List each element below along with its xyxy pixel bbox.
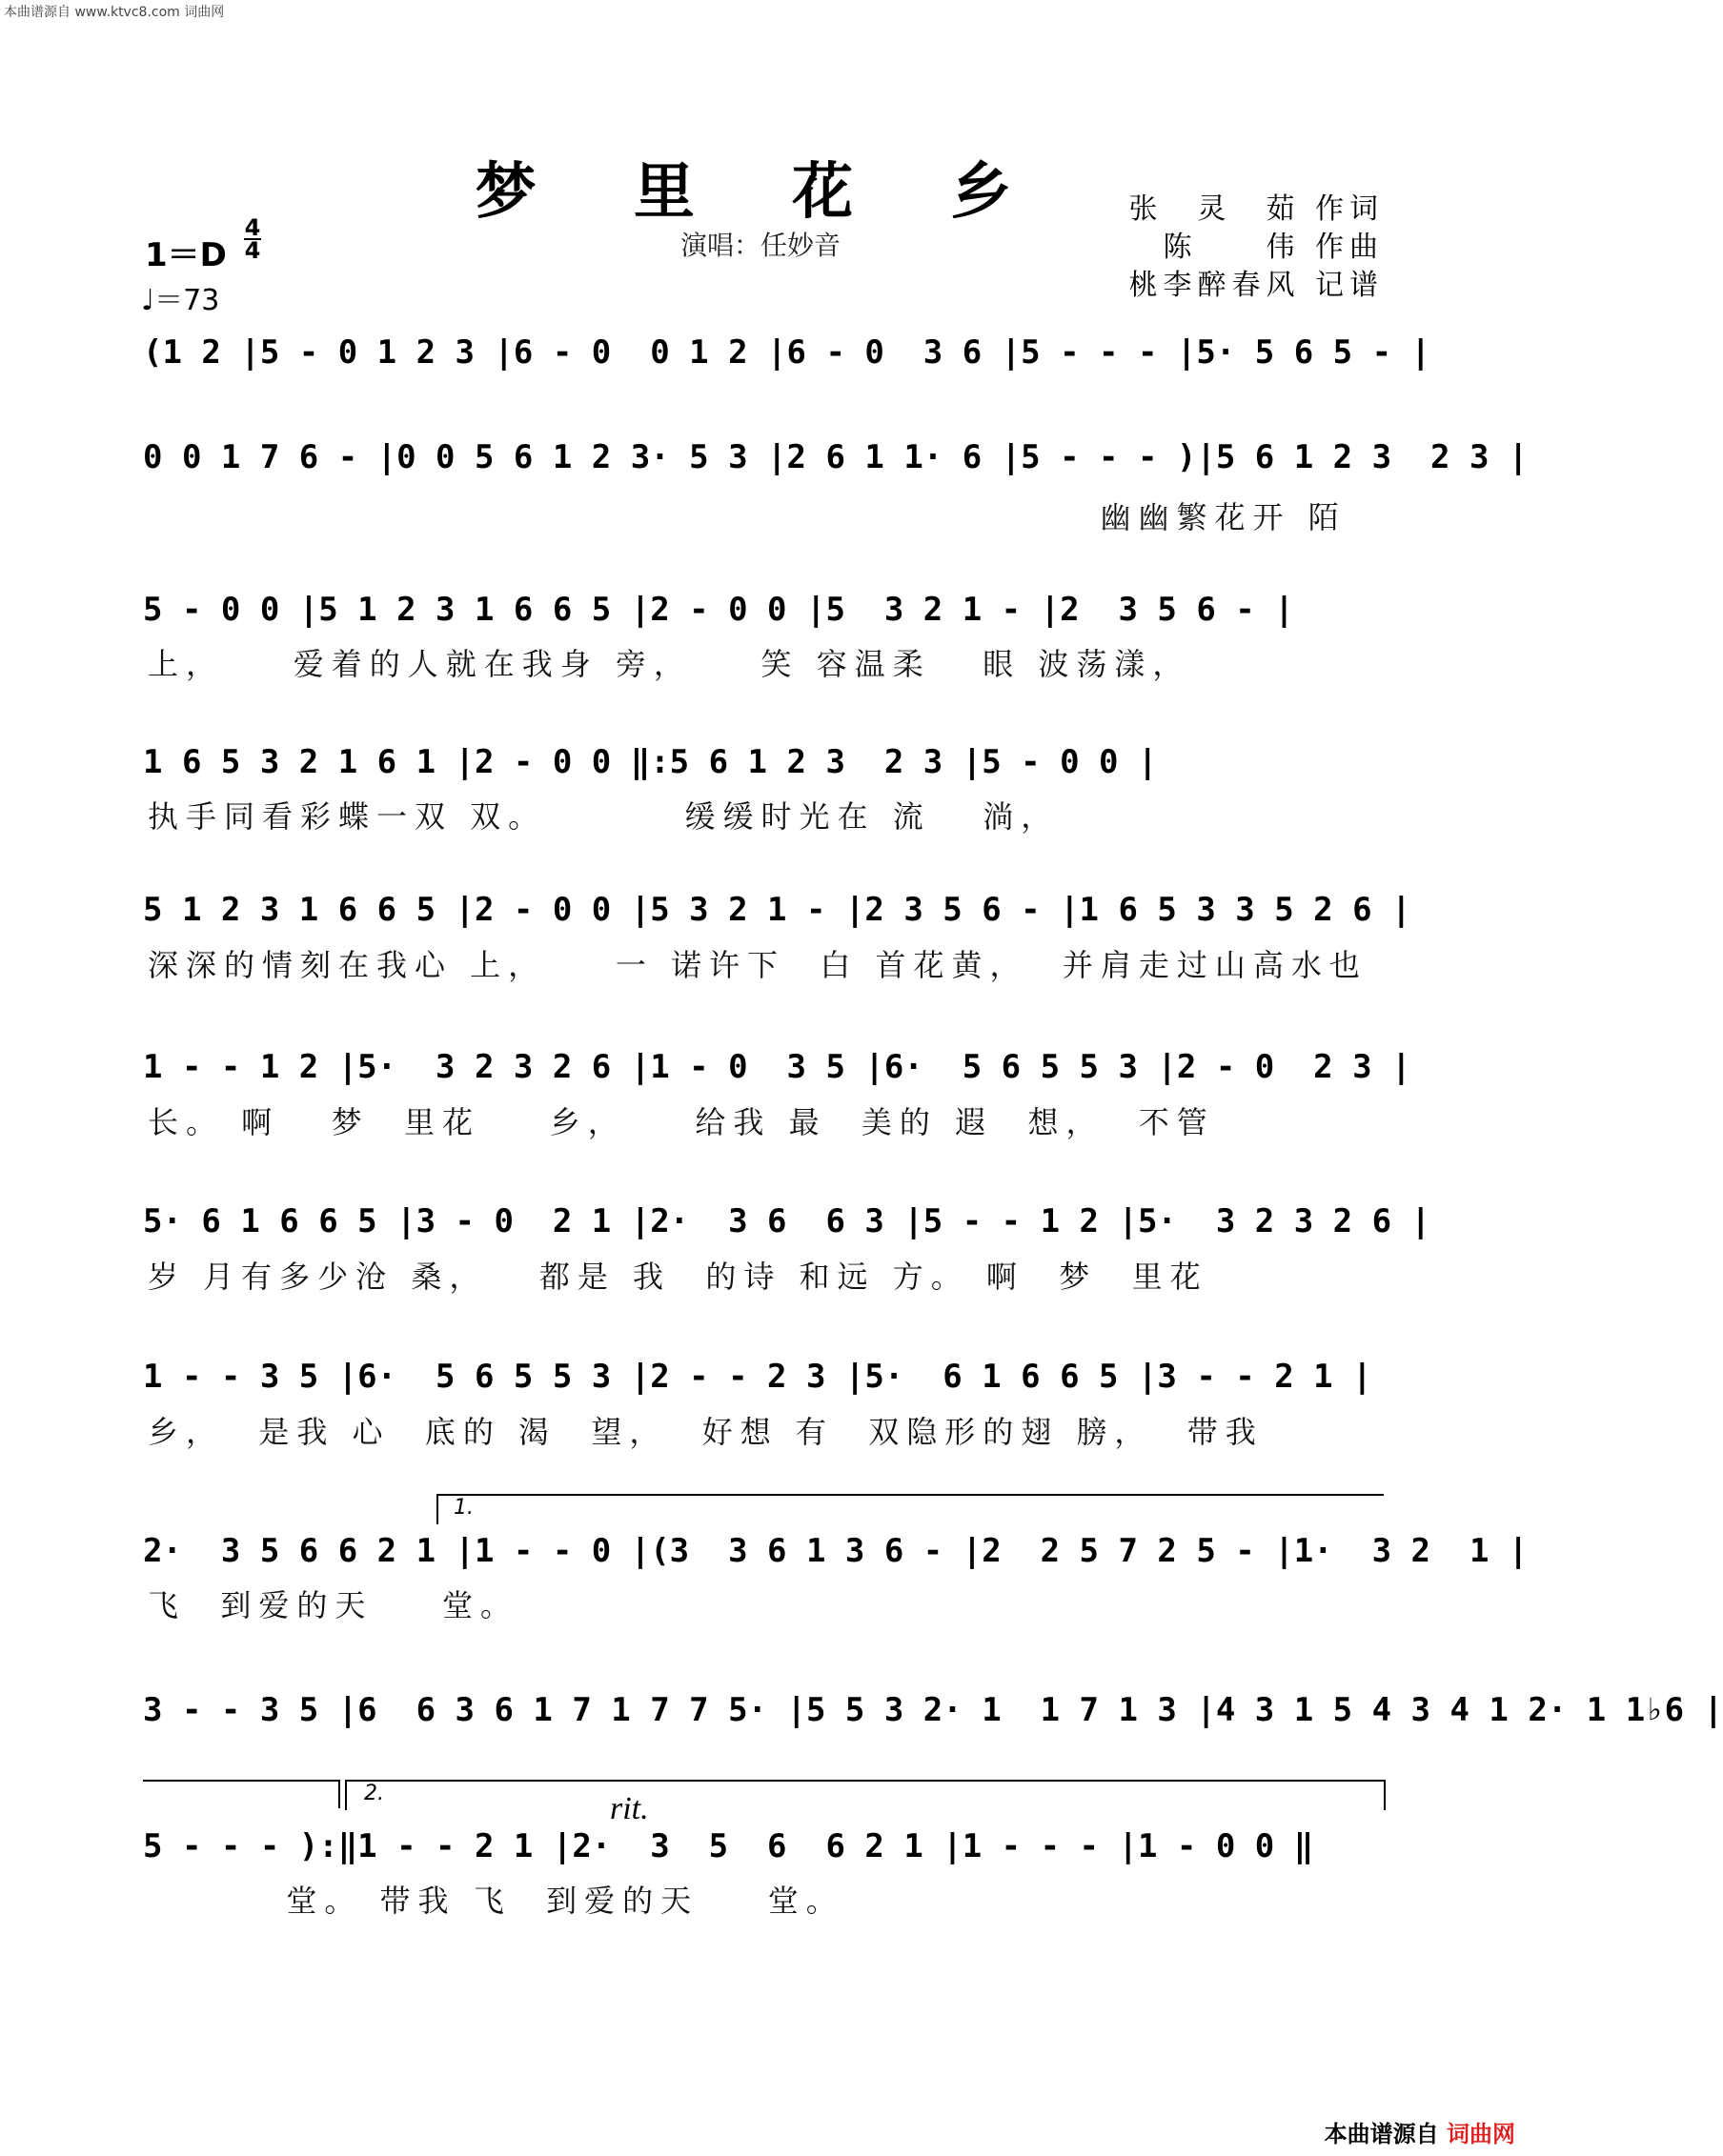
volta-bracket-2 <box>345 1780 1386 1810</box>
notation-line-5: 5 1 2 3 1 6 6 5 |2 - 0 0 |5 3 2 1 - |2 3 5 6 - |1 6 5 3 3 5 2 6 | <box>143 891 1411 929</box>
lyricist-credit: 张 灵 茹 作词 <box>1128 192 1384 226</box>
lyric-line-3: 上， 爱着的人就在我身 旁， 笑 容温柔 眼 波荡漾， <box>148 646 1191 682</box>
composer-credit: 陈 伟 作曲 <box>1163 231 1384 264</box>
volta-label-1: 1. <box>454 1496 474 1520</box>
lyric-line-11: 堂。 带我 飞 到爱的天 堂。 <box>148 1883 844 1919</box>
lyric-line-9: 飞 到爱的天 堂。 <box>148 1587 519 1623</box>
key-signature: 1＝D <box>145 236 227 274</box>
lyric-line-8: 乡， 是我 心 底的 渴 望， 好想 有 双隐形的翅 膀， 带我 <box>148 1414 1264 1450</box>
lyric-line-5: 深深的情刻在我心 上， 一 诺许下 白 首花黄， 并肩走过山高水也 <box>148 947 1368 983</box>
transcriber-credit: 桃李醉春风 记谱 <box>1128 269 1384 302</box>
volta-bracket-1 <box>436 1494 1384 1524</box>
time-signature <box>244 214 261 264</box>
notation-line-1: (1 2 |5 - 0 1 2 3 |6 - 0 0 1 2 |6 - 0 3 6 |5 - - - |5· 5 6 5 - | <box>143 333 1431 372</box>
notation-line-4: 1 6 5 3 2 1 6 1 |2 - 0 0 ‖:5 6 1 2 3 2 3 |5 - 0 0 | <box>143 743 1158 781</box>
tempo-marking: ♩＝73 <box>141 284 220 317</box>
footer-site: 词曲网 <box>1447 2121 1515 2147</box>
source-header: 本曲谱源自 www.ktvc8.com 词曲网 <box>4 5 225 20</box>
time-sig-bottom: 4 <box>244 237 261 264</box>
song-title: 梦 里 花 乡 <box>475 157 1050 228</box>
credits-block <box>1128 191 1384 305</box>
lyric-line-4: 执手同看彩蝶一双 双。 缓缓时光在 流 淌， <box>148 798 1060 835</box>
volta-end-bracket <box>143 1780 340 1808</box>
notation-line-2: 0 0 1 7 6 - |0 0 5 6 1 2 3· 5 3 |2 6 1 1· 6 |5 - - - )|5 6 1 2 3 2 3 | <box>143 438 1529 476</box>
lyric-line-6: 长。 啊 梦 里花 乡， 给我 最 美的 遐 想， 不管 <box>148 1104 1215 1140</box>
ritardando-marking: rit. <box>610 1791 649 1826</box>
volta-label-2: 2. <box>364 1782 384 1805</box>
time-sig-top: 4 <box>244 214 261 241</box>
notation-line-7: 5· 6 1 6 6 5 |3 - 0 2 1 |2· 3 6 6 3 |5 - - 1 2 |5· 3 2 3 2 6 | <box>143 1202 1431 1240</box>
footer-source: 本曲谱源自 <box>1324 2121 1439 2147</box>
lyric-line-7: 岁 月有多少沧 桑， 都是 我 的诗 和远 方。 啊 梦 里花 <box>148 1259 1208 1295</box>
notation-line-11: 5 - - - ):‖1 - - 2 1 |2· 3 5 6 6 2 1 |1 - - - |1 - 0 0 ‖ <box>143 1827 1314 1865</box>
footer-watermark <box>1325 2115 1515 2148</box>
notation-line-3: 5 - 0 0 |5 1 2 3 1 6 6 5 |2 - 0 0 |5 3 2 1 - |2 3 5 6 - | <box>143 591 1294 629</box>
notation-line-9: 2· 3 5 6 6 2 1 |1 - - 0 |(3 3 6 1 3 6 - |2 2 5 7 2 5 - |1· 3 2 1 | <box>143 1532 1529 1570</box>
notation-line-8: 1 - - 3 5 |6· 5 6 5 5 3 |2 - - 2 3 |5· 6 1 6 6 5 |3 - - 2 1 | <box>143 1358 1372 1396</box>
lyric-line-2: 幽幽繁花开 陌 <box>148 499 1347 535</box>
notation-line-6: 1 - - 1 2 |5· 3 2 3 2 6 |1 - 0 3 5 |6· 5 6 5 5 3 |2 - 0 2 3 | <box>143 1048 1411 1086</box>
notation-line-10: 3 - - 3 5 |6 6 3 6 1 7 1 7 7 5· |5 5 3 2· 1 1 7 1 3 |4 3 1 5 4 3 4 1 2· 1 1♭6 | <box>143 1691 1723 1729</box>
singer-credit: 演唱：任妙音 <box>680 230 841 261</box>
